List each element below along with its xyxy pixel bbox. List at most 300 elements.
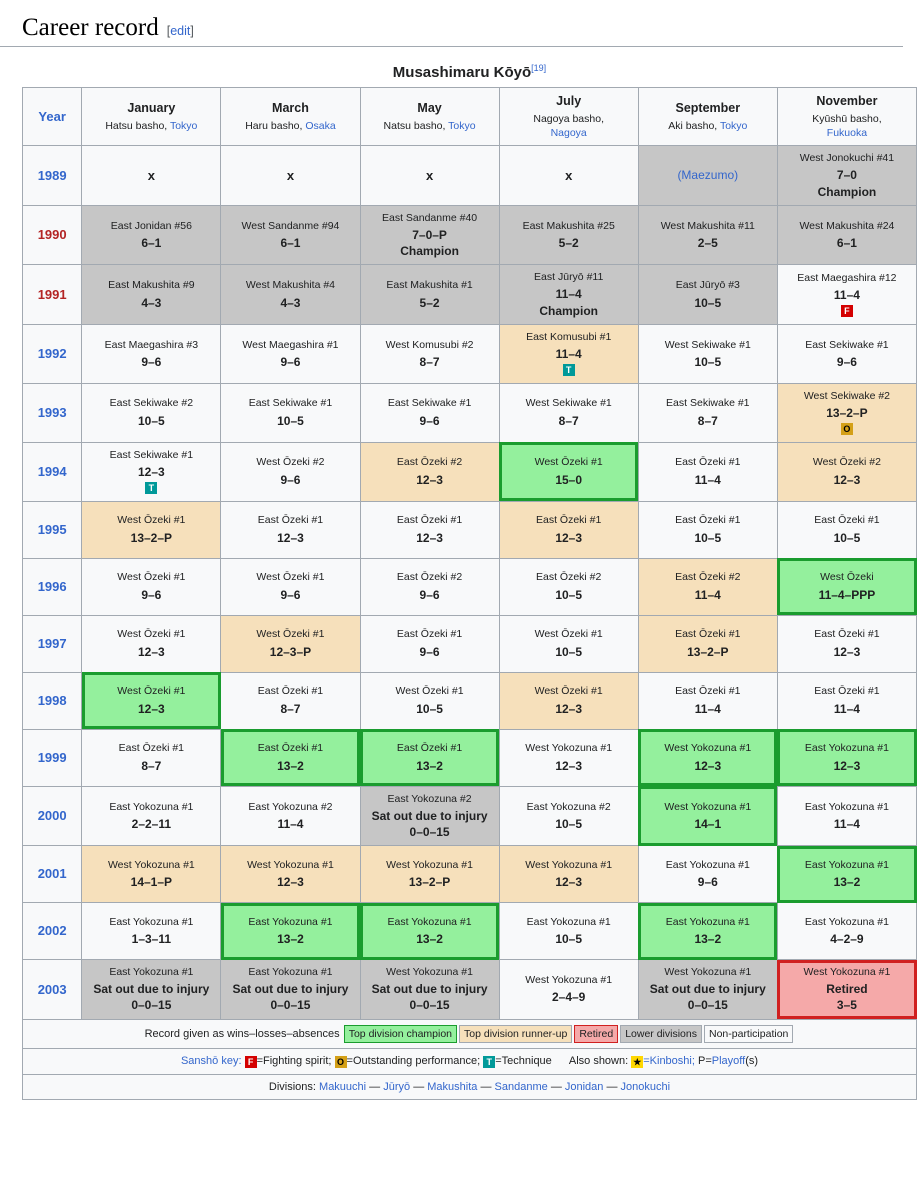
legend-key-champion: Top division champion [344, 1025, 457, 1043]
cell-rank: West Yokozuna #1 [525, 974, 613, 987]
cell-rank: East Jūryō #3 [675, 279, 740, 292]
table-row [23, 558, 917, 615]
cell-score: 2–2–11 [131, 816, 172, 831]
month-label: March [272, 100, 309, 115]
city-link[interactable]: Nagoya [550, 126, 587, 139]
wrestler-name: Musashimaru Kōyō [392, 64, 532, 81]
cell-score: 7–0 [836, 168, 857, 183]
cell-score: 8–7 [280, 701, 301, 716]
cell-rank: East Ōzeki #1 [814, 628, 880, 641]
record-cell [82, 324, 221, 383]
city-link[interactable]: Tokyo [448, 119, 476, 132]
cell-rank: East Yokozuna #1 [526, 915, 611, 928]
outstanding-performance-badge: O [335, 1056, 347, 1068]
cell-score: 10–5 [555, 932, 583, 947]
basho-sub [642, 120, 774, 134]
cell-note: Champion [400, 244, 459, 259]
cell-rank: West Komusubi #2 [385, 338, 474, 351]
record-cell [499, 729, 638, 786]
record-cell [499, 501, 638, 558]
cell-score: 13–2 [416, 758, 443, 773]
record-cell [221, 324, 360, 383]
cell-score: 8–7 [141, 758, 162, 773]
cell-score: Retired [826, 982, 868, 997]
record-cell [499, 442, 638, 501]
city-link[interactable]: Tokyo [719, 119, 748, 132]
cell-rank: East Yokozuna #1 [665, 858, 750, 871]
cell-rank: East Ōzeki #2 [396, 456, 463, 469]
record-cell [777, 672, 916, 729]
record-cell [638, 265, 777, 325]
column-header-may [360, 88, 499, 146]
column-header-september [638, 88, 777, 146]
table-row [23, 786, 917, 846]
cell-score: 10–5 [833, 530, 861, 545]
sansho-link[interactable]: Sanshō key: [180, 1054, 242, 1067]
record-cell [82, 501, 221, 558]
row-year-label: 2003 [23, 960, 82, 1020]
cell-rank: East Ōzeki #1 [814, 514, 880, 527]
cell-score: 9–6 [836, 354, 857, 369]
table-row [23, 846, 917, 903]
edit-bracket-open: [ [166, 24, 171, 38]
cell-rank: West Ōzeki #1 [117, 571, 186, 584]
cell-score: 9–6 [280, 472, 301, 487]
table-row [23, 960, 917, 1020]
career-record-table [22, 61, 917, 1100]
cell-score: 4–2–9 [830, 932, 864, 947]
row-year-label: 1994 [23, 442, 82, 501]
edit-section-link-group [167, 24, 194, 38]
cell-rank: West Yokozuna #1 [664, 742, 752, 755]
cell-score: 11–4 [833, 287, 860, 302]
record-table-wrapper [0, 47, 919, 1100]
record-cell [221, 442, 360, 501]
row-year-label: 2001 [23, 846, 82, 903]
cell-rank: West Ōzeki #1 [534, 685, 603, 698]
cell-rank: West Yokozuna #1 [386, 858, 473, 871]
record-cell [777, 324, 916, 383]
cell-score: Sat out due to injury [93, 982, 210, 997]
basho-name: Aki basho, [668, 119, 718, 132]
page-title [0, 0, 903, 47]
sansho-key-group [181, 1055, 555, 1067]
cell-rank: East Ōzeki #2 [535, 571, 602, 584]
record-cell [638, 501, 777, 558]
cell-score: 9–6 [419, 587, 440, 602]
cell-score: 11–4–PPP [818, 587, 876, 602]
table-row [23, 729, 917, 786]
division-link-makuuchi[interactable]: Makuuchi [319, 1080, 367, 1093]
record-cell [82, 729, 221, 786]
cell-rank: West Sekiwake #1 [664, 338, 751, 351]
cell-rank: East Ōzeki #1 [396, 628, 463, 641]
cell-rank: West Ōzeki #2 [256, 456, 325, 469]
cell-rank: West Yokozuna #1 [247, 858, 334, 871]
record-cell [221, 383, 360, 442]
basho-name: Hatsu basho, [105, 119, 168, 132]
reference-marker[interactable] [531, 63, 546, 73]
column-header-july [499, 88, 638, 146]
cell-score: 10–5 [555, 644, 583, 659]
basho-sub [503, 113, 635, 140]
record-cell [499, 903, 638, 960]
cell-extra-score: 0–0–15 [409, 998, 450, 1013]
table-head [23, 88, 917, 146]
cell-score: 11–4 [833, 701, 860, 716]
column-header-march [221, 88, 360, 146]
cell-score: 11–4 [833, 816, 860, 831]
division-separator: — [480, 1080, 492, 1093]
cell-rank: West Makushita #4 [245, 279, 336, 292]
record-cell [360, 672, 499, 729]
playoff-link[interactable]: Playoff [711, 1054, 746, 1067]
record-cell [777, 383, 916, 442]
cell-score: 13–2 [416, 932, 443, 947]
record-cell [499, 786, 638, 846]
month-label: July [556, 94, 582, 108]
cell-score: 9–6 [419, 413, 440, 428]
basho-name: Nagoya basho, [533, 112, 604, 125]
division-link-jonidan[interactable]: Jonidan [564, 1080, 604, 1093]
cell-rank: East Ōzeki #2 [396, 571, 463, 584]
city-link[interactable]: Osaka [305, 119, 336, 132]
cell-score: 12–3 [138, 701, 165, 716]
division-separator: — [413, 1080, 425, 1093]
cell-score: 12–3 [555, 875, 583, 890]
cell-rank: East Yokozuna #2 [387, 792, 472, 805]
cell-score: 1–3–11 [131, 932, 172, 947]
record-cell [638, 615, 777, 672]
basho-sub [781, 113, 913, 140]
cell-extra-score: 3–5 [836, 998, 857, 1013]
legend-cell [23, 1019, 917, 1048]
cell-extra-score: 0–0–15 [687, 998, 728, 1013]
cell-rank: West Yokozuna #1 [664, 966, 752, 979]
cell-rank: East Ōzeki #1 [396, 742, 463, 755]
cell-rank: West Sekiwake #2 [803, 389, 891, 402]
month-label: September [675, 100, 741, 115]
cell-rank: East Yokozuna #1 [804, 858, 889, 871]
cell-score: 10–5 [694, 530, 722, 545]
no-participation-cell: x [360, 146, 499, 206]
technique-label: =Technique [495, 1054, 552, 1067]
record-cell [360, 501, 499, 558]
cell-rank: East Jūryō #11 [534, 271, 604, 284]
cell-score: Sat out due to injury [371, 982, 488, 997]
division-separator: — [550, 1080, 562, 1093]
divisions-row [23, 1074, 917, 1100]
cell-score: 9–6 [280, 354, 301, 369]
cell-score: 12–3 [277, 530, 304, 545]
cell-rank: East Sekiwake #2 [109, 397, 194, 410]
edit-link[interactable]: edit [170, 24, 191, 38]
cell-rank: West Yokozuna #1 [107, 858, 195, 871]
row-year-label: 1998 [23, 672, 82, 729]
cell-score: 6–1 [836, 235, 857, 250]
cell-rank: West Ōzeki #1 [117, 514, 186, 527]
sansho-key-cell [23, 1048, 917, 1074]
record-cell [360, 383, 499, 442]
record-cell [82, 786, 221, 846]
cell-score: 12–3 [416, 530, 443, 545]
cell-score: 8–7 [558, 413, 579, 428]
cell-rank: East Yokozuna #1 [248, 915, 333, 928]
no-participation-cell: x [82, 146, 221, 206]
row-year-label: 1992 [23, 324, 82, 383]
cell-rank: East Maegashira #12 [797, 271, 897, 284]
cell-score: 9–6 [141, 354, 162, 369]
also-shown-label: Also shown: [568, 1054, 629, 1067]
record-cell [638, 672, 777, 729]
table-row [23, 146, 917, 206]
cell-rank: West Ōzeki [820, 571, 874, 584]
record-cell [638, 442, 777, 501]
cell-score: 9–6 [419, 644, 440, 659]
cell-extra-score: 0–0–15 [409, 824, 450, 839]
cell-score: 6–1 [280, 235, 301, 250]
division-link-sandanme[interactable]: Sandanme [494, 1080, 548, 1093]
table-row [23, 672, 917, 729]
cell-rank: East Ōzeki #1 [535, 514, 602, 527]
cell-rank: West Ōzeki #1 [256, 628, 325, 641]
cell-rank: East Ōzeki #1 [675, 456, 741, 469]
cell-score: 13–2–P [826, 405, 868, 420]
cell-score: 12–3 [277, 875, 304, 890]
sansho-row [23, 1048, 917, 1074]
cell-note: Champion [817, 184, 877, 199]
record-cell [777, 146, 916, 206]
cell-score: 13–2–P [130, 530, 173, 545]
cell-rank: East Yokozuna #2 [526, 800, 611, 813]
city-link[interactable]: Tokyo [169, 119, 198, 132]
divisions-label: Divisions: [268, 1080, 316, 1093]
cell-rank: East Ōzeki #1 [257, 742, 324, 755]
cell-extra-score: 0–0–15 [270, 998, 311, 1013]
cell-score: 11–4 [277, 816, 304, 831]
record-cell [82, 903, 221, 960]
row-year-label: 1996 [23, 558, 82, 615]
cell-score: 11–4 [694, 587, 721, 602]
cell-rank: East Ōzeki #1 [396, 514, 463, 527]
record-cell [360, 265, 499, 325]
legend-key-retired: Retired [574, 1025, 618, 1043]
record-cell [638, 205, 777, 265]
record-cell [499, 324, 638, 383]
record-cell [360, 558, 499, 615]
table-row [23, 324, 917, 383]
cell-score: 11–4 [555, 346, 582, 361]
cell-rank: East Yokozuna #1 [804, 800, 889, 813]
month-label: November [816, 94, 878, 108]
cell-score: 12–3 [694, 758, 722, 773]
city-link[interactable]: Fukuoka [826, 126, 868, 139]
cell-score: 10–5 [416, 701, 443, 716]
cell-extra-score: 0–0–15 [131, 998, 172, 1013]
cell-rank: West Ōzeki #1 [256, 571, 325, 584]
record-cell [499, 960, 638, 1020]
header-row [23, 88, 917, 146]
cell-score: 13–2 [277, 758, 304, 773]
cell-score: 13–2–P [408, 875, 451, 890]
record-cell [638, 558, 777, 615]
record-cell [360, 205, 499, 265]
record-cell [221, 786, 360, 846]
cell-rank: East Yokozuna #1 [109, 800, 194, 813]
cell-score: 11–4 [694, 701, 721, 716]
cell-score: 9–6 [697, 875, 718, 890]
row-year-label: 1990 [23, 205, 82, 265]
record-cell [360, 786, 499, 846]
cell-score: 12–3 [833, 758, 861, 773]
maezumo-link[interactable]: (Maezumo) [677, 168, 739, 183]
cell-score: 15–0 [555, 472, 583, 487]
cell-score: 12–3 [138, 464, 165, 479]
table-foot [23, 1019, 917, 1100]
cell-rank: East Ōzeki #1 [257, 685, 324, 698]
cell-score: 6–1 [141, 235, 162, 250]
table-body [23, 146, 917, 1019]
cell-score: 8–7 [697, 413, 718, 428]
cell-score: 11–4 [694, 472, 721, 487]
table-row [23, 205, 917, 265]
basho-sub [364, 120, 496, 134]
cell-rank: East Ōzeki #1 [257, 514, 324, 527]
also-shown-group [569, 1055, 758, 1067]
record-cell [638, 903, 777, 960]
cell-score: 12–3 [833, 472, 861, 487]
record-cell [777, 846, 916, 903]
cell-rank: East Yokozuna #1 [248, 966, 333, 979]
cell-rank: East Ōzeki #2 [675, 571, 741, 584]
legend-key-non-participation: Non-participation [704, 1025, 793, 1043]
record-cell [221, 846, 360, 903]
cell-rank: West Makushita #24 [799, 219, 895, 232]
cell-rank: East Sandanme #40 [381, 211, 478, 224]
record-cell [638, 729, 777, 786]
cell-score: 10–5 [694, 295, 722, 310]
cell-rank: East Sekiwake #1 [248, 397, 333, 410]
cell-score: 12–3–P [269, 644, 312, 659]
cell-score: 12–3 [555, 701, 583, 716]
record-cell [777, 558, 916, 615]
basho-name: Natsu basho, [383, 119, 446, 132]
cell-score: 10–5 [555, 587, 583, 602]
cell-score: 8–7 [419, 354, 440, 369]
cell-rank: West Yokozuna #1 [386, 966, 473, 979]
cell-score: 12–3 [138, 644, 165, 659]
cell-rank: West Sandanme #94 [241, 219, 340, 232]
legend-key-lower-divisions: Lower divisions [620, 1025, 702, 1043]
cell-rank: West Ōzeki #2 [812, 456, 881, 469]
table-caption [22, 61, 917, 87]
table-row [23, 615, 917, 672]
cell-score: 13–2 [277, 932, 304, 947]
technique-badge: T [483, 1056, 495, 1068]
record-cell [82, 205, 221, 265]
division-link-makushita[interactable]: Makushita [427, 1080, 478, 1093]
cell-rank: East Yokozuna #2 [248, 800, 333, 813]
basho-name: Kyūshū basho, [812, 112, 882, 125]
record-cell [221, 960, 360, 1020]
record-cell [777, 205, 916, 265]
legend-key-runner-up: Top division runner-up [459, 1025, 572, 1043]
table-row [23, 383, 917, 442]
maezumo-cell [638, 146, 777, 206]
record-cell [499, 383, 638, 442]
record-cell [499, 265, 638, 325]
cell-score: 13–2–P [687, 644, 729, 659]
fighting-spirit-badge: F [245, 1056, 257, 1068]
cell-rank: East Yokozuna #1 [109, 966, 194, 979]
cell-score: Sat out due to injury [649, 982, 766, 997]
row-year-label: 1997 [23, 615, 82, 672]
division-separator: — [606, 1080, 618, 1093]
legend-prefix: Record given as wins–losses–absences [144, 1027, 340, 1040]
record-cell [82, 558, 221, 615]
record-cell [82, 960, 221, 1020]
cell-rank: East Yokozuna #1 [665, 915, 750, 928]
cell-rank: East Yokozuna #1 [804, 742, 889, 755]
reference-link[interactable]: [19] [531, 63, 547, 73]
division-link-juryo[interactable]: Jūryō [383, 1080, 411, 1093]
cell-score: 12–3 [416, 472, 443, 487]
record-cell [777, 786, 916, 846]
table-row [23, 903, 917, 960]
cell-score: 9–6 [141, 587, 162, 602]
cell-score: 4–3 [141, 295, 162, 310]
cell-score: 14–1 [694, 816, 722, 831]
cell-rank: West Yokozuna #1 [525, 742, 613, 755]
cell-score: 9–6 [280, 587, 301, 602]
cell-score: 10–5 [694, 354, 722, 369]
row-year-label: 1993 [23, 383, 82, 442]
record-cell [638, 846, 777, 903]
record-cell [777, 960, 916, 1020]
outstanding-performance-label: =Outstanding performance; [346, 1054, 481, 1067]
record-cell [777, 442, 916, 501]
kinboshi-badge: ★ [633, 1056, 642, 1067]
cell-rank: East Ōzeki #1 [675, 628, 741, 641]
cell-rank: East Ōzeki #1 [675, 685, 741, 698]
cell-rank: East Sekiwake #1 [666, 397, 750, 410]
table-row [23, 442, 917, 501]
cell-score: 4–3 [280, 295, 301, 310]
column-header-november [777, 88, 916, 146]
record-cell [360, 615, 499, 672]
record-cell [360, 729, 499, 786]
cell-rank: West Sekiwake #1 [525, 397, 612, 410]
record-cell [82, 846, 221, 903]
division-separator: — [369, 1080, 381, 1093]
month-label: May [417, 100, 442, 115]
cell-note: Champion [539, 303, 599, 318]
cell-score: 12–3 [555, 758, 583, 773]
cell-rank: East Yokozuna #1 [804, 915, 889, 928]
record-cell [638, 786, 777, 846]
cell-score: Sat out due to injury [232, 982, 349, 997]
month-label: January [127, 100, 176, 115]
kinboshi-link[interactable]: =Kinboshi; [643, 1054, 695, 1067]
cell-rank: East Makushita #25 [522, 219, 615, 232]
record-cell [638, 383, 777, 442]
cell-score: 5–2 [558, 235, 579, 250]
page-bottom-spacer [0, 1100, 919, 1108]
record-cell [777, 729, 916, 786]
division-link-jonokuchi[interactable]: Jonokuchi [620, 1080, 671, 1093]
record-cell [360, 903, 499, 960]
cell-rank: East Sekiwake #1 [805, 338, 889, 351]
